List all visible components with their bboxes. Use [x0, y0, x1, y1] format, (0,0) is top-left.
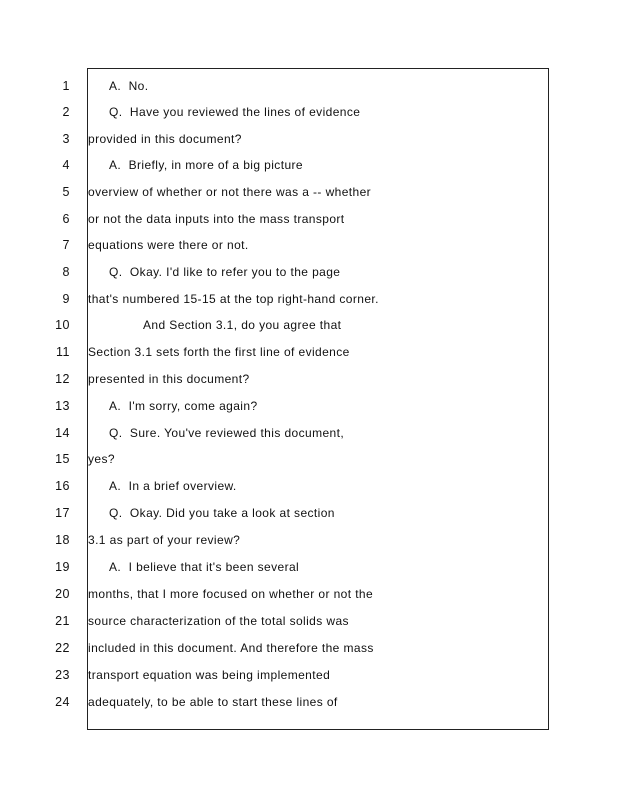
- transcript-line: or not the data inputs into the mass transport: [88, 212, 345, 226]
- line-number: 10: [55, 318, 70, 332]
- transcript-line: Q. Sure. You've reviewed this document,: [109, 426, 345, 440]
- transcript-line: Q. Okay. Did you take a look at section: [109, 506, 335, 520]
- transcript-line: A. Briefly, in more of a big picture: [109, 158, 303, 172]
- transcript-line: And Section 3.1, do you agree that: [143, 318, 342, 332]
- transcript-line: source characterization of the total solids was: [88, 614, 349, 628]
- transcript-line: that's numbered 15-15 at the top right-hand corner.: [88, 292, 379, 306]
- line-number: 9: [62, 292, 70, 306]
- line-number: 20: [55, 587, 70, 601]
- line-number: 13: [55, 399, 70, 413]
- transcript-line: 3.1 as part of your review?: [88, 533, 241, 547]
- transcript-line: yes?: [88, 452, 115, 466]
- line-number: 6: [62, 212, 70, 226]
- transcript-line: equations were there or not.: [88, 238, 249, 252]
- line-number: 14: [55, 426, 70, 440]
- transcript-line: Q. Okay. I'd like to refer you to the page: [109, 265, 341, 279]
- transcript-line: A. I'm sorry, come again?: [109, 399, 258, 413]
- line-number: 7: [62, 238, 70, 252]
- transcript-line: transport equation was being implemented: [88, 668, 331, 682]
- transcript-line: months, that I more focused on whether or not the: [88, 587, 374, 601]
- line-number: 17: [55, 506, 70, 520]
- line-number: 5: [62, 185, 70, 199]
- line-number: 21: [55, 614, 70, 628]
- line-number: 1: [62, 79, 70, 93]
- transcript-line: Section 3.1 sets forth the first line of evidence: [88, 345, 350, 359]
- line-number: 11: [56, 345, 70, 359]
- line-number: 24: [55, 695, 70, 709]
- line-number: 12: [55, 372, 70, 386]
- transcript-line: overview of whether or not there was a -- whether: [88, 185, 372, 199]
- transcript-line: A. In a brief overview.: [109, 479, 237, 493]
- line-number: 8: [62, 265, 70, 279]
- line-number: 19: [55, 560, 70, 574]
- line-number: 16: [55, 479, 70, 493]
- line-number: 15: [55, 452, 70, 466]
- line-number: 23: [55, 668, 70, 682]
- line-number: 2: [62, 105, 70, 119]
- transcript-line: included in this document. And therefore the mass: [88, 641, 374, 655]
- transcript-line: presented in this document?: [88, 372, 250, 386]
- transcript-line: A. I believe that it's been several: [109, 560, 300, 574]
- line-number: 4: [62, 158, 70, 172]
- line-number: 22: [55, 641, 70, 655]
- transcript-line: provided in this document?: [88, 132, 242, 146]
- line-number: 18: [55, 533, 70, 547]
- transcript-line: adequately, to be able to start these lines of: [88, 695, 338, 709]
- transcript-line: Q. Have you reviewed the lines of evidence: [109, 105, 361, 119]
- transcript-line: A. No.: [109, 79, 149, 93]
- line-number: 3: [62, 132, 70, 146]
